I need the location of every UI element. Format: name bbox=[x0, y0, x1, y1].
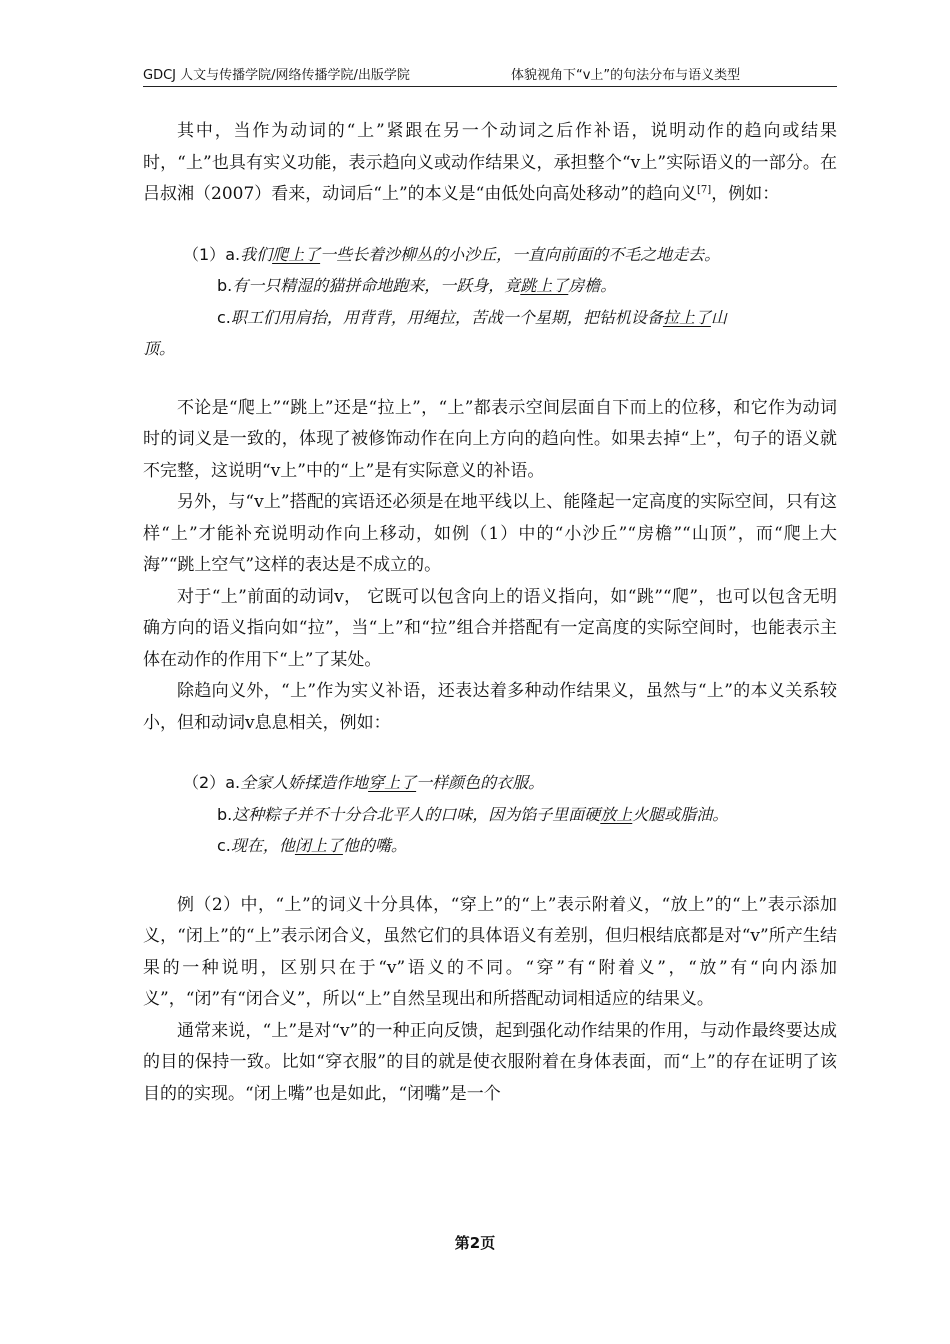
page-header bbox=[143, 66, 837, 87]
paragraph-6: 例（2）中，“上”的词义十分具体，“穿上”的“上”表示附着义，“放上”的“上”表示添加义，“闭上”的“上”表示闭合义，虽然它们的具体语义有差别，但归根结底都是对“v”所产生结果的一种说明，区别只在于“v”语义的不同。“穿”有“附着义”，“放”有“向内添加义”，“闭”有“闭合义”，所以“上”自然呈现出和所搭配动词相适应的结果义。 bbox=[143, 894, 837, 1009]
citation-ref[interactable]: [7] bbox=[697, 184, 712, 196]
paragraph-4: 对于“上”前面的动词v， 它既可以包含向上的语义指向，如“跳”“爬”，也可以包含无明确方向的语义指向如“拉”，当“上”和“拉”组合并搭配有一定高度的实际空间时，也能表示主体在动作的作用下“上”了某处。 bbox=[143, 586, 837, 670]
underlined-verb: 闭上了 bbox=[294, 836, 343, 855]
page-body bbox=[143, 116, 837, 1110]
header-paper-title: 体貌视角下“v上”的句法分布与语义类型 bbox=[511, 68, 741, 83]
example-1c: c.职工们用肩抬，用背背，用绳拉，苦战一个星期，把钻机设备拉上了山 bbox=[217, 307, 727, 327]
underlined-verb: 拉上了 bbox=[662, 307, 711, 327]
paragraph-2: 不论是“爬上”“跳上”还是“拉上”，“上”都表示空间层面自下而上的位移，和它作为动词时的词义是一致的，体现了被修饰动作在向上方向的趋向性。如果去掉“上”，句子的语义就不完整，这说明“v上”中的“上”是有实际意义的补语。 bbox=[143, 397, 837, 481]
page-number: 第2页 bbox=[454, 1234, 496, 1252]
paragraph-3: 另外，与“v上”搭配的宾语还必须是在地平线以上、能隆起一定高度的实际空间，只有这样“上”才能补充说明动作向上移动，如例（1）中的“小沙丘”“房檐”“山顶”，而“爬上大海”“跳上空气”这样的表达是不成立的。 bbox=[143, 492, 837, 575]
paragraph-7: 通常来说，“上”是对“v”的一种正向反馈，起到强化动作结果的作用，与动作最终要达成的目的保持一致。比如“穿衣服”的目的就是使衣服附着在身体表面，而“上”的存在证明了该目的的实现。“闭上嘴”也是如此，“闭嘴”是一个 bbox=[143, 1020, 837, 1104]
example-2b: b.这种粽子并不十分合北平人的口味，因为馅子里面硬放上火腿或脂油。 bbox=[217, 804, 729, 824]
underlined-verb: 爬上了 bbox=[272, 244, 321, 264]
example-1c-continued: 顶。 bbox=[143, 339, 176, 358]
underlined-verb: 跳上了 bbox=[520, 276, 569, 295]
paragraph-1: 其中，当作为动词的“上”紧跟在另一个动词之后作补语，说明动作的趋向或结果时，“上”也具有实义功能，表示趋向义或动作结果义，承担整个“v上”实际语义的一部分。在吕叔湘（2007）看来，动词后“上”的本义是“由低处向高处移动”的趋向义[7]，例如： bbox=[143, 121, 837, 204]
example-2a: （2）a.全家人娇揉造作地穿上了一样颜色的衣服。 bbox=[183, 773, 545, 792]
example-1b: b.有一只精湿的猫拼命地跑来，一跃身，竟跳上了房檐。 bbox=[217, 276, 617, 295]
header-institution: GDCJ 人文与传播学院/网络传播学院/出版学院 bbox=[143, 68, 410, 83]
example-1a: （1）a.我们爬上了一些长着沙柳丛的小沙丘，一直向前面的不毛之地走去。 bbox=[183, 244, 721, 264]
underlined-verb: 穿上了 bbox=[368, 773, 417, 792]
underlined-verb: 放上 bbox=[600, 804, 633, 824]
paragraph-5: 除趋向义外，“上”作为实义补语，还表达着多种动作结果义，虽然与“上”的本义关系较小，但和动词v息息相关，例如： bbox=[143, 681, 837, 733]
example-2c: c.现在，他闭上了他的嘴。 bbox=[217, 836, 407, 855]
